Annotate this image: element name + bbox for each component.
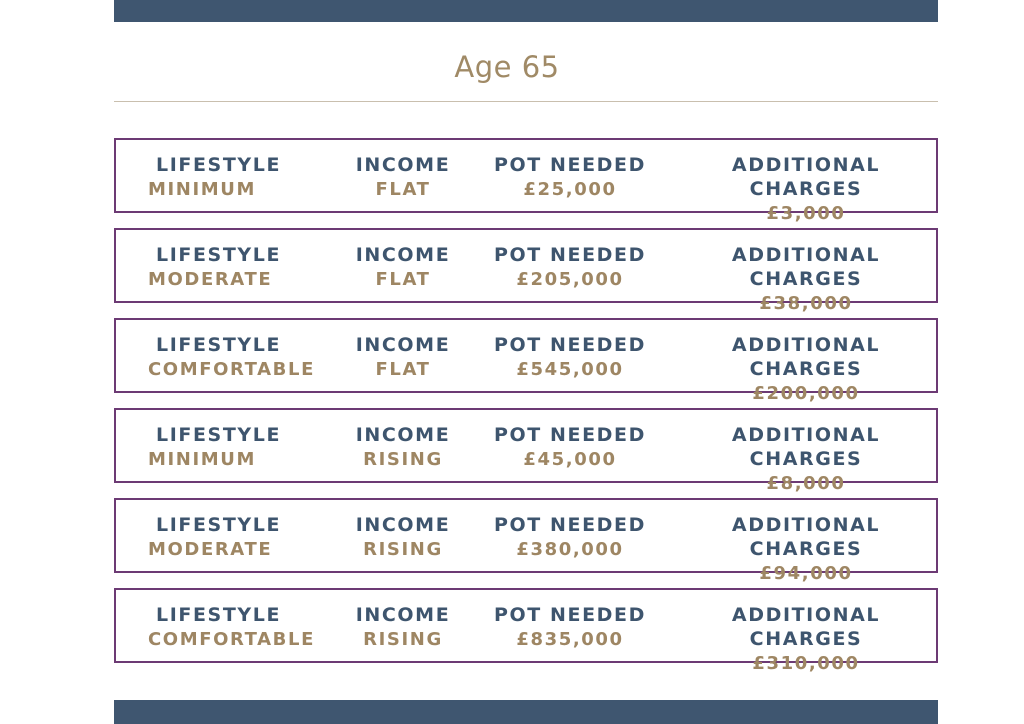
additional-cell <box>672 153 940 227</box>
additional-value: £200,000 <box>752 383 860 404</box>
row-card <box>114 588 938 674</box>
pot-value: £835,000 <box>516 629 624 650</box>
page-title: Age 65 <box>454 50 560 84</box>
additional-label: ADDITIONAL CHARGES <box>731 424 881 470</box>
row-card <box>114 408 938 494</box>
pot-value: £545,000 <box>516 359 624 380</box>
lifestyle-value: MODERATE <box>148 269 273 290</box>
income-label: INCOME <box>355 154 451 176</box>
pot-label: POT NEEDED <box>493 424 647 446</box>
income-value: FLAT <box>375 179 431 200</box>
income-value: RISING <box>363 449 443 470</box>
income-label: INCOME <box>355 334 451 356</box>
row-card <box>114 318 938 404</box>
additional-cell <box>672 243 940 317</box>
pot-label: POT NEEDED <box>493 334 647 356</box>
income-label: INCOME <box>355 424 451 446</box>
bottom-bar <box>114 700 938 724</box>
additional-label: ADDITIONAL CHARGES <box>731 334 881 380</box>
lifestyle-cell <box>148 153 288 203</box>
lifestyle-value: MINIMUM <box>148 449 257 470</box>
income-value: RISING <box>363 629 443 650</box>
income-value: RISING <box>363 539 443 560</box>
pot-cell <box>490 603 650 653</box>
additional-cell <box>672 603 940 677</box>
lifestyle-cell <box>148 243 288 293</box>
additional-value: £310,000 <box>752 653 860 674</box>
divider <box>114 101 938 102</box>
lifestyle-label: LIFESTYLE <box>156 514 282 536</box>
pot-label: POT NEEDED <box>493 514 647 536</box>
income-value: FLAT <box>375 269 431 290</box>
pot-cell <box>490 333 650 383</box>
income-cell <box>346 513 460 563</box>
additional-label: ADDITIONAL CHARGES <box>731 514 881 560</box>
top-bar <box>114 0 938 22</box>
additional-cell <box>672 513 940 587</box>
additional-value: £3,000 <box>766 203 846 224</box>
pot-cell <box>490 243 650 293</box>
lifestyle-cell <box>148 603 315 653</box>
lifestyle-label: LIFESTYLE <box>156 334 282 356</box>
income-cell <box>346 603 460 653</box>
additional-value: £38,000 <box>759 293 853 314</box>
pot-value: £380,000 <box>516 539 624 560</box>
additional-value: £8,000 <box>766 473 846 494</box>
additional-label: ADDITIONAL CHARGES <box>731 244 881 290</box>
lifestyle-label: LIFESTYLE <box>156 244 282 266</box>
income-cell <box>346 243 460 293</box>
lifestyle-label: LIFESTYLE <box>156 424 282 446</box>
income-label: INCOME <box>355 244 451 266</box>
lifestyle-value: COMFORTABLE <box>148 629 315 650</box>
lifestyle-cell <box>148 333 315 383</box>
income-value: FLAT <box>375 359 431 380</box>
row-card <box>114 498 938 584</box>
pot-value: £45,000 <box>523 449 617 470</box>
additional-cell <box>672 423 940 497</box>
pot-cell <box>490 153 650 203</box>
additional-label: ADDITIONAL CHARGES <box>731 154 881 200</box>
income-cell <box>346 153 460 203</box>
pot-cell <box>490 513 650 563</box>
cards-list <box>114 138 938 678</box>
additional-label: ADDITIONAL CHARGES <box>731 604 881 650</box>
lifestyle-cell <box>148 513 288 563</box>
lifestyle-value: MODERATE <box>148 539 273 560</box>
row-card <box>114 138 938 224</box>
lifestyle-value: MINIMUM <box>148 179 257 200</box>
lifestyle-label: LIFESTYLE <box>156 604 282 626</box>
pot-label: POT NEEDED <box>493 604 647 626</box>
pot-cell <box>490 423 650 473</box>
income-label: INCOME <box>355 604 451 626</box>
income-cell <box>346 333 460 383</box>
row-card <box>114 228 938 314</box>
income-cell <box>346 423 460 473</box>
lifestyle-label: LIFESTYLE <box>156 154 282 176</box>
additional-cell <box>672 333 940 407</box>
additional-value: £94,000 <box>759 563 853 584</box>
lifestyle-cell <box>148 423 288 473</box>
pot-value: £205,000 <box>516 269 624 290</box>
pot-value: £25,000 <box>523 179 617 200</box>
lifestyle-value: COMFORTABLE <box>148 359 315 380</box>
pot-label: POT NEEDED <box>493 244 647 266</box>
pot-label: POT NEEDED <box>493 154 647 176</box>
income-label: INCOME <box>355 514 451 536</box>
